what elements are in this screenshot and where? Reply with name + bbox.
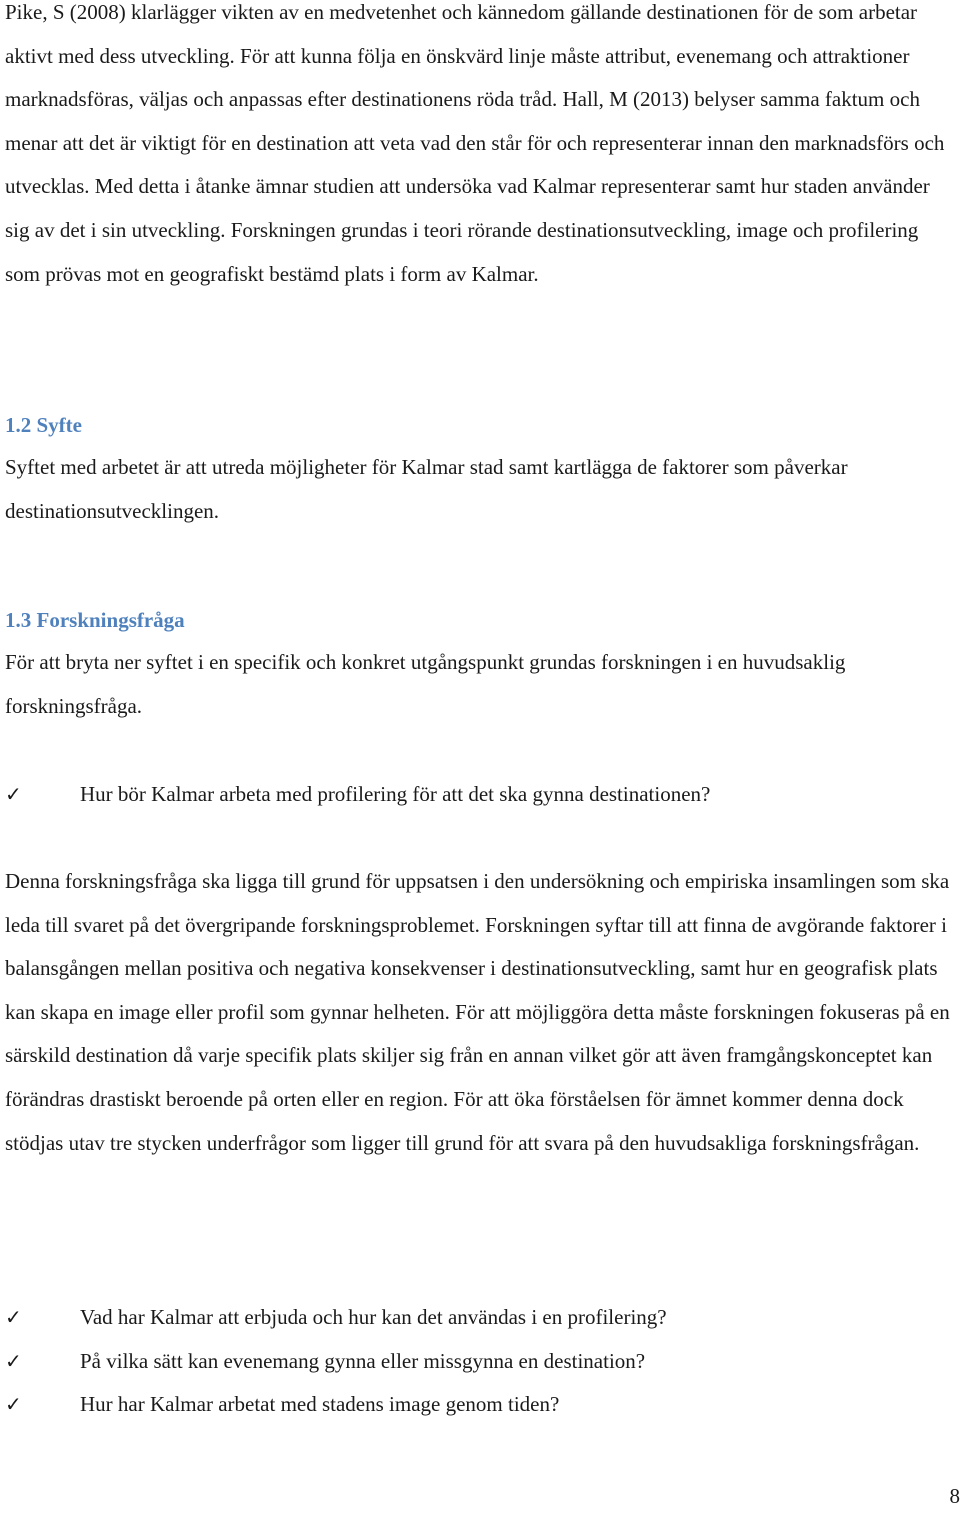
main-question-item — [5, 773, 945, 817]
sub-question-text: Hur har Kalmar arbetat med stadens image genom tiden? — [80, 1392, 560, 1417]
sub-question-text: Vad har Kalmar att erbjuda och hur kan det användas i en profilering? — [80, 1305, 667, 1329]
main-question-text: Hur bör Kalmar arbeta med profilering för att det ska gynna destinationen? — [80, 782, 711, 806]
list-item — [5, 1296, 945, 1340]
syfte-paragraph: Syftet med arbetet är att utreda möjligheter för Kalmar stad samt kartlägga de faktorer som påverkar destinationsutvecklingen. — [5, 455, 848, 523]
list-item — [5, 1383, 945, 1427]
section-heading-forskningsfraga: 1.3 Forskningsfråga — [5, 608, 185, 632]
page-number: 8 — [949, 1484, 960, 1508]
sub-question-text: På vilka sätt kan evenemang gynna eller missgynna en destination? — [80, 1348, 646, 1373]
forskningsfraga-paragraph: För att bryta ner syftet i en specifik och konkret utgångspunkt grundas forskningen i en huvudsaklig forskningsfråga. — [5, 650, 846, 718]
checkmark-icon: ✓ — [5, 1392, 22, 1417]
checkmark-icon: ✓ — [5, 1348, 22, 1373]
checkmark-icon: ✓ — [5, 1305, 22, 1329]
intro-paragraph: Pike, S (2008) klarlägger vikten av en medvetenhet och kännedom gällande destinationen för de som arbetar aktivt med dess utveckling. För att kunna följa en önskvärd linje måste attribut, evenemang och attraktioner marknadsföras, väljas och anpassas efter destinationens röda tråd. Hall, M (2013) belyser samma faktum och menar att det är viktigt för en destination att veta vad den står för och representerar innan den marknadsförs och utvecklas. Med detta i åtanke ämnar studien att undersöka vad Kalmar representerar samt hur staden använder sig av det i sin utveckling. Forskningen grundas i teori rörande destinationsutveckling, image och profilering som prövas mot en geografiskt bestämd plats i form av Kalmar. — [5, 0, 945, 286]
checkmark-icon: ✓ — [5, 782, 22, 806]
sub-question-list — [5, 1296, 945, 1427]
list-item — [5, 1340, 945, 1384]
section-heading-syfte: 1.2 Syfte — [5, 413, 82, 437]
explanation-paragraph: Denna forskningsfråga ska ligga till grund för uppsatsen i den undersökning och empiriska insamlingen som ska leda till svaret på det övergripande forskningsproblemet. Forskningen syftar till att finna de avgörande faktorer i balansgången mellan positiva och negativa konsekvenser i destinationsutveckling, samt hur en geografisk plats kan skapa en image eller profil som gynnar helheten. För att möjliggöra detta måste forskningen fokuseras på en särskild destination då varje specifik plats skiljer sig från en annan vilket gör att även framgångskonceptet kan förändras drastiskt beroende på orten eller en region. För att öka förståelsen för ämnet kommer denna dock stödjas utav tre stycken underfrågor som ligger till grund för att svara på den huvudsakliga forskningsfrågan. — [5, 869, 950, 1155]
